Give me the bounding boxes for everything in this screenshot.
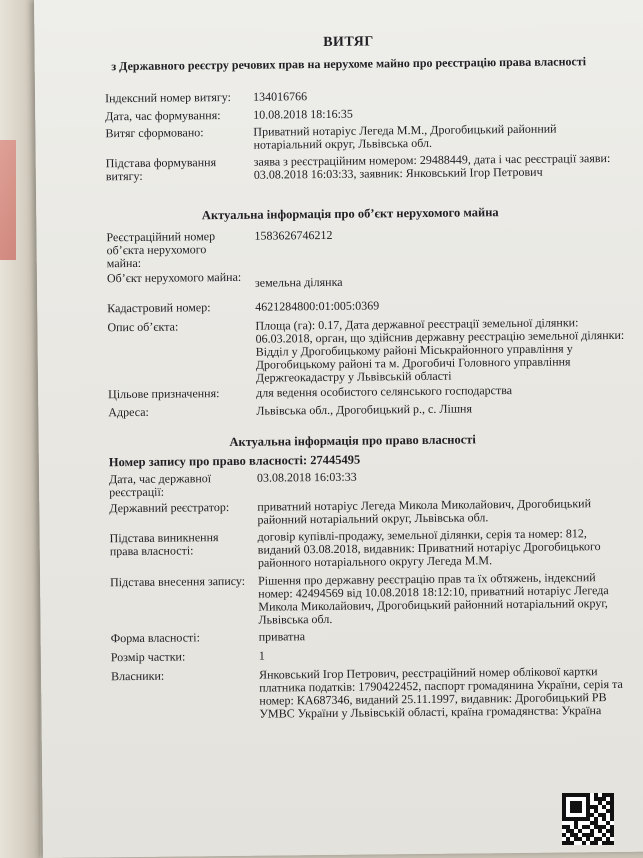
ownership-section-heading: Актуальна інформація про право власності (229, 432, 476, 449)
field-value: земельна ділянка (254, 274, 343, 290)
field-value: 03.08.2018 16:03:33 (256, 469, 357, 485)
ownership-entry-number: Номер запису про право власності: 27445495 (108, 452, 361, 470)
field-object-description (107, 316, 628, 387)
qr-code-icon (562, 793, 614, 845)
field-value: 1 (258, 648, 265, 663)
field-label: Індексний номер витягу: (104, 89, 231, 106)
qr-module (610, 841, 614, 845)
field-value: Площа (га): 0.17, Дата державної реєстрації земельної ділянки: 06.03.2018, орган, що здійснив державну реєстрацію земельної ділянки: Відділ у Дрогобицькому районі Міськрайонного управління у Дрогобицькому районі та м. Дрогобичі Головного управління Держгеокадастру у Львівській області (255, 315, 625, 385)
field-address (108, 401, 628, 420)
field-label: Підстава внесення запису: (110, 573, 246, 590)
document-subtitle: з Державного реєстру речових прав на нерухоме майно про реєстрацію права власності (111, 54, 587, 74)
field-object-reg-number (106, 226, 626, 271)
field-generated-by (105, 122, 625, 155)
field-share-size (111, 646, 631, 665)
field-label: Власники: (111, 668, 165, 684)
field-value: договір купівлі-продажу, земельної ділянки, серія та номер: 812, виданий 03.08.2018, видавник: Приватний нотаріус Дрогобицького районного нотаріального округу Легеда М.М. (257, 526, 601, 570)
field-object-type (107, 267, 627, 300)
field-label: Витяг сформовано: (105, 125, 204, 141)
field-value: заява з реєстраційним номером: 29488449, дата і час реєстрації заяви: 03.08.2018 16:03:33, заявник: Янковський Ігор Петрович (253, 150, 611, 182)
field-registrar (109, 497, 629, 530)
field-label: Підстава виникнення права власності: (109, 530, 219, 559)
field-ownership-basis (110, 527, 630, 574)
field-label: Підстава формування витягу: (105, 155, 217, 184)
field-cadastral-number (107, 297, 627, 316)
field-value: Приватний нотаріус Легеда М.М., Дрогобицький районний нотаріальний округ, Львівська обл. (253, 121, 557, 152)
field-label: Державний реєстратор: (109, 499, 230, 516)
field-entry-basis (110, 571, 631, 628)
document-title: ВИТЯГ (323, 34, 374, 50)
field-label: Дата, час державної реєстрації: (108, 471, 212, 500)
field-owners (111, 665, 632, 736)
field-basis (106, 152, 626, 185)
field-value: 10.08.2018 18:16:35 (253, 106, 353, 122)
field-value: Львівська обл., Дрогобицький р., с. Лішня (256, 401, 473, 418)
field-label: Реєстраційний номер об’єкта нерухомого майна: (106, 229, 216, 271)
field-value: для ведення особистого селянського господарства (256, 383, 513, 400)
field-index-number (105, 87, 625, 106)
field-value: 4621284800:01:005:0369 (255, 298, 380, 314)
field-label: Розмір частки: (110, 649, 186, 665)
field-label: Дата, час формування: (105, 108, 221, 124)
field-label: Об’єкт нерухомого майна: (106, 269, 242, 286)
background-left (0, 0, 40, 858)
object-section-heading: Актуальна інформація про об’єкт нерухомого майна (201, 205, 499, 223)
field-value: Рішення про державну реєстрацію прав та їх обтяжень, індексний номер: 42494569 від 10.08.2018 18:12:10, приватний нотаріус Легеда Микола Миколайович, Дрогобицький районний нотаріальний округ, Львівська обл. (258, 570, 609, 627)
document-sheet (34, 0, 643, 858)
background-red-stripe (0, 140, 16, 260)
field-purpose (108, 383, 628, 402)
field-value: 1583626746212 (254, 227, 333, 243)
field-value: приватний нотаріус Легеда Микола Миколайович, Дрогобицький районний нотаріальний округ, Львівська обл. (257, 496, 592, 527)
field-value: приватна (258, 629, 306, 644)
field-label: Адреса: (108, 404, 149, 420)
field-label: Кадастровий номер: (107, 300, 211, 316)
field-value: Янковський Ігор Петрович, реєстраційний номер облікової картки платника податків: 1790422452, паспорт громадянина України, серія та номер: КА687346, виданий 25.11.1997, видавник: Дрогобицький РВ УМВС України у Львівській області, країна громадянства: Україна (259, 664, 623, 721)
field-label: Форма власності: (110, 630, 201, 646)
field-ownership-form (111, 627, 631, 646)
field-label: Цільове призначення: (108, 386, 220, 402)
field-label: Опис об’єкта: (107, 319, 179, 335)
field-value: 134016766 (252, 89, 308, 104)
